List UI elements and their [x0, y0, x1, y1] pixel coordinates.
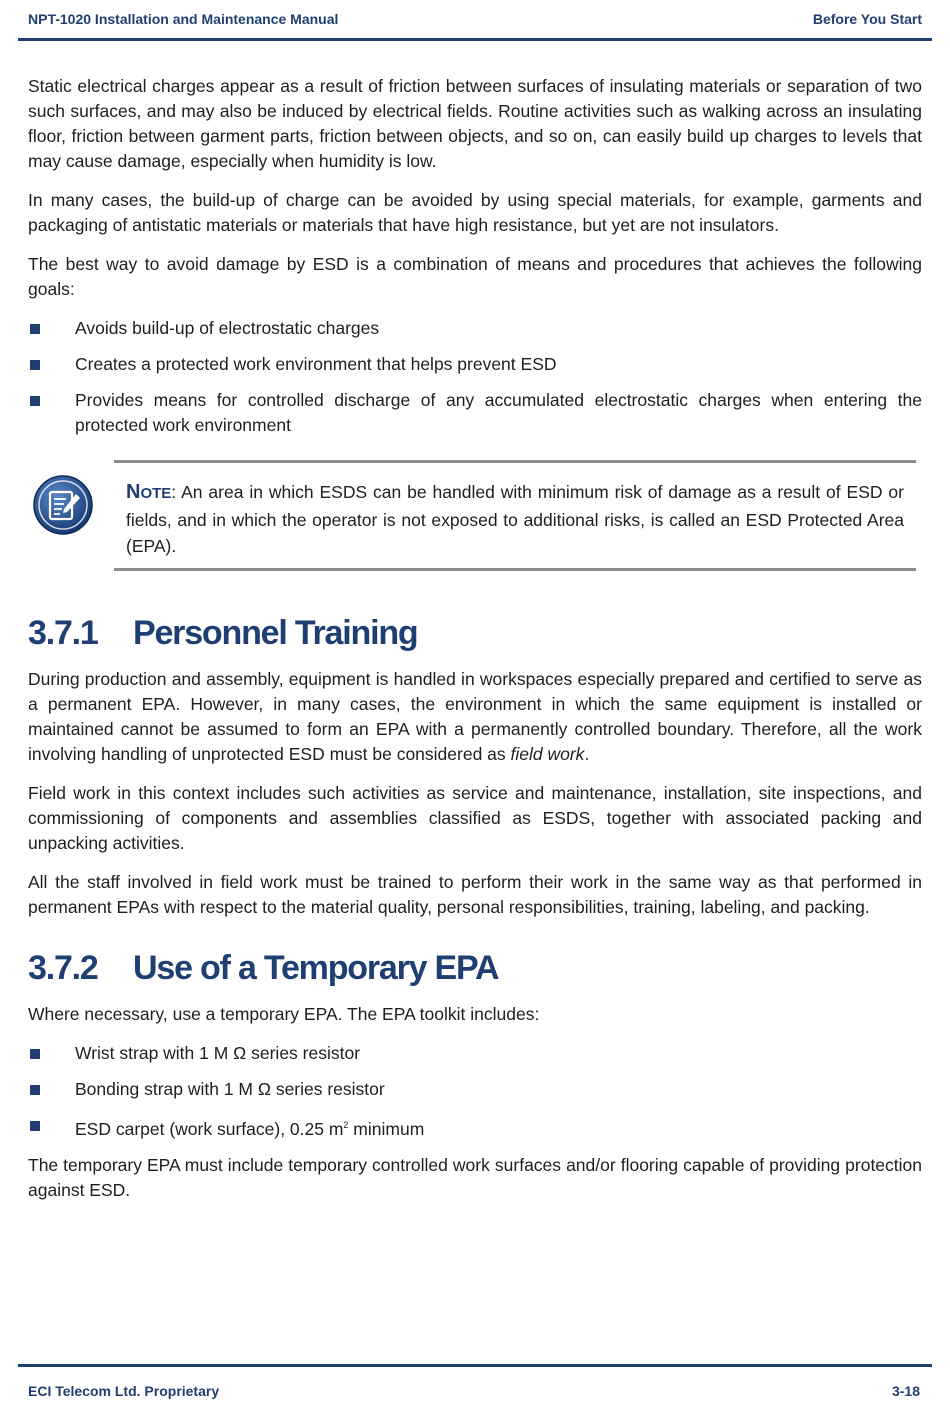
- section-heading-temporary-epa: [28, 948, 922, 988]
- section-title: Personnel Training: [133, 614, 418, 652]
- section-heading-personnel-training: [28, 613, 922, 653]
- note-pad-pencil-icon: [32, 474, 94, 536]
- section-title: Use of a Temporary EPA: [133, 949, 499, 987]
- page-header: [18, 0, 932, 41]
- field-work-term: field work: [510, 744, 585, 764]
- training-paragraph-2: Field work in this context includes such activities as service and maintenance, installation, site inspections, and commissioning of components and assemblies classified as ESDS, together with associated packing and unpacking activities.: [28, 783, 922, 853]
- note-box: [114, 460, 916, 571]
- header-chapter-title: Before You Start: [812, 11, 922, 27]
- footer-proprietary-notice: ECI Telecom Ltd. Proprietary: [28, 1383, 220, 1399]
- bullet-square-icon: [30, 1121, 40, 1131]
- header-document-title: NPT-1020 Installation and Maintenance Manual: [28, 11, 339, 27]
- note-label: NOTE: [126, 481, 172, 503]
- list-item: [28, 388, 922, 438]
- page-content: [28, 74, 922, 1217]
- list-item-text: Bonding strap with 1 M Ω series resistor: [75, 1079, 385, 1099]
- epa-toolkit-list: [28, 1041, 922, 1142]
- bullet-square-icon: [30, 1085, 40, 1095]
- section-number: 3.7.1: [28, 614, 98, 652]
- bullet-square-icon: [30, 1049, 40, 1059]
- list-item: [28, 1041, 922, 1066]
- list-item-text: ESD carpet (work surface), 0.25 $m^2$ minimum: [75, 1118, 425, 1139]
- training-paragraph-1: During production and assembly, equipment is handled in workspaces especially prepared and certified to serve as a permanent EPA. However, in many cases, the environment in which the same equipment is installed or maintained cannot be assumed to form an EPA with a permanently controlled boundary. Therefore, all the work involving handling of unprotected ESD must be considered as field work.: [28, 669, 922, 764]
- section-number: 3.7.2: [28, 949, 98, 987]
- note-body: An area in which ESDS can be handled with minimum risk of damage as a result of ESD or fields, and in which the operator is not exposed to additional risks, is called an ESD Protected Area (EPA).: [126, 482, 904, 556]
- bullet-square-icon: [30, 360, 40, 370]
- list-item-text: Creates a protected work environment that helps prevent ESD: [75, 354, 557, 374]
- intro-paragraph-1: Static electrical charges appear as a result of friction between surfaces of insulating materials or separation of two such surfaces, and may also be induced by electrical fields. Routine activities such as walking across an insulating floor, friction between garment parts, friction between objects, and so on, can easily build up charges to levels that may cause damage, especially when humidity is low.: [28, 76, 922, 171]
- list-item-text: Provides means for controlled discharge of any accumulated electrostatic charges when entering the protected work environment: [75, 390, 922, 435]
- intro-paragraph-3: The best way to avoid damage by ESD is a combination of means and procedures that achieves the following goals:: [28, 254, 922, 299]
- bullet-square-icon: [30, 396, 40, 406]
- list-item-text: Wrist strap with 1 M Ω series resistor: [75, 1043, 361, 1063]
- list-item: [28, 316, 922, 341]
- list-item: [28, 1077, 922, 1102]
- note-text: NOTE: An area in which ESDS can be handled with minimum risk of damage as a result of ESD or fields, and in which the operator is not exposed to additional risks, is called an ESD Protected Area (EPA).: [126, 481, 904, 556]
- epa-paragraph-2: The temporary EPA must include temporary controlled work surfaces and/or flooring capable of providing protection against ESD.: [28, 1154, 922, 1200]
- footer-page-number: 3-18: [891, 1383, 920, 1399]
- list-item: [28, 352, 922, 377]
- intro-paragraph-2: In many cases, the build-up of charge can be avoided by using special materials, for example, garments and packaging of antistatic materials or materials that have high resistance, but yet are not insulators.: [28, 190, 922, 235]
- bullet-square-icon: [30, 324, 40, 334]
- goals-list: [28, 316, 922, 438]
- page-footer: [18, 1364, 932, 1407]
- training-paragraph-3: All the staff involved in field work must be trained to perform their work in the same way as that performed in permanent EPAs with respect to the material quality, personal responsibilities, training, labeling, and packing.: [28, 872, 922, 917]
- list-item: [28, 1113, 922, 1142]
- list-item-text: Avoids build-up of electrostatic charges: [75, 318, 380, 338]
- epa-paragraph-1: Where necessary, use a temporary EPA. The EPA toolkit includes:: [28, 1004, 540, 1024]
